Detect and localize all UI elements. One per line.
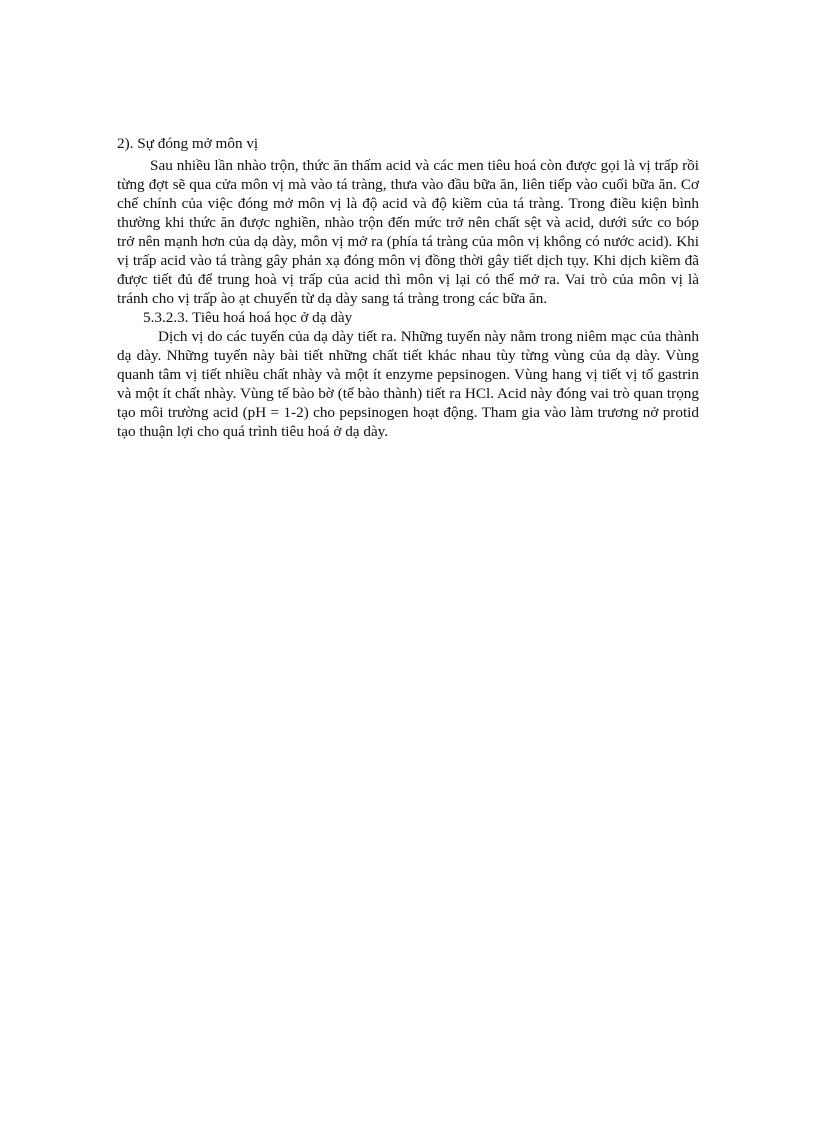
paragraph-pylorus: Sau nhiều lần nhào trộn, thức ăn thấm acid và các men tiêu hoá còn được gọi là vị trấp rồi từng đợt sẽ qua cửa môn vị mà vào tá tràng, thưa vào đầu bữa ăn, liên tiếp vào cuối bữa ăn. Cơ chế chính của việc đóng mở môn vị là độ acid và độ kiềm của tá tràng. Trong điều kiện bình thường khi thức ăn được nghiền, nhào trộn đến mức trở nên chất sệt và acid, dưới sức co bóp trở nên mạnh hơn của dạ dày, môn vị mở ra (phía tá tràng của môn vị không có nước acid). Khi vị trấp acid vào tá tràng gây phản xạ đóng môn vị đồng thời gây tiết dịch tụy. Khi dịch kiềm đã được tiết đủ để trung hoà vị trấp của acid thì môn vị lại có thể mở ra. Vai trò của môn vị là tránh cho vị trấp ào ạt chuyển từ dạ dày sang tá tràng trong các bữa ăn. <box>117 157 699 307</box>
document-body <box>117 134 699 441</box>
paragraph-chemical-digestion: Dịch vị do các tuyến của dạ dày tiết ra. Những tuyến này nằm trong niêm mạc của thành dạ dày. Những tuyến này bài tiết những chất tiết khác nhau tùy từng vùng của dạ dày. Vùng quanh tâm vị tiết nhiều chất nhày và một ít enzyme pepsinogen. Vùng hang vị tiết vị tố gastrin và một ít chất nhày. Vùng tế bào bờ (tế bào thành) tiết ra HCl. Acid này đóng vai trò quan trọng tạo môi trường acid (pH = 1-2) cho pepsinogen hoạt động. Tham gia vào làm trương nở protid tạo thuận lợi cho quá trình tiêu hoá ở dạ dày. <box>117 328 699 440</box>
subsection-heading-chemical-digestion: 5.3.2.3. Tiêu hoá hoá học ở dạ dày <box>143 309 353 326</box>
section-heading-pylorus: 2). Sự đóng mở môn vị <box>117 135 259 152</box>
